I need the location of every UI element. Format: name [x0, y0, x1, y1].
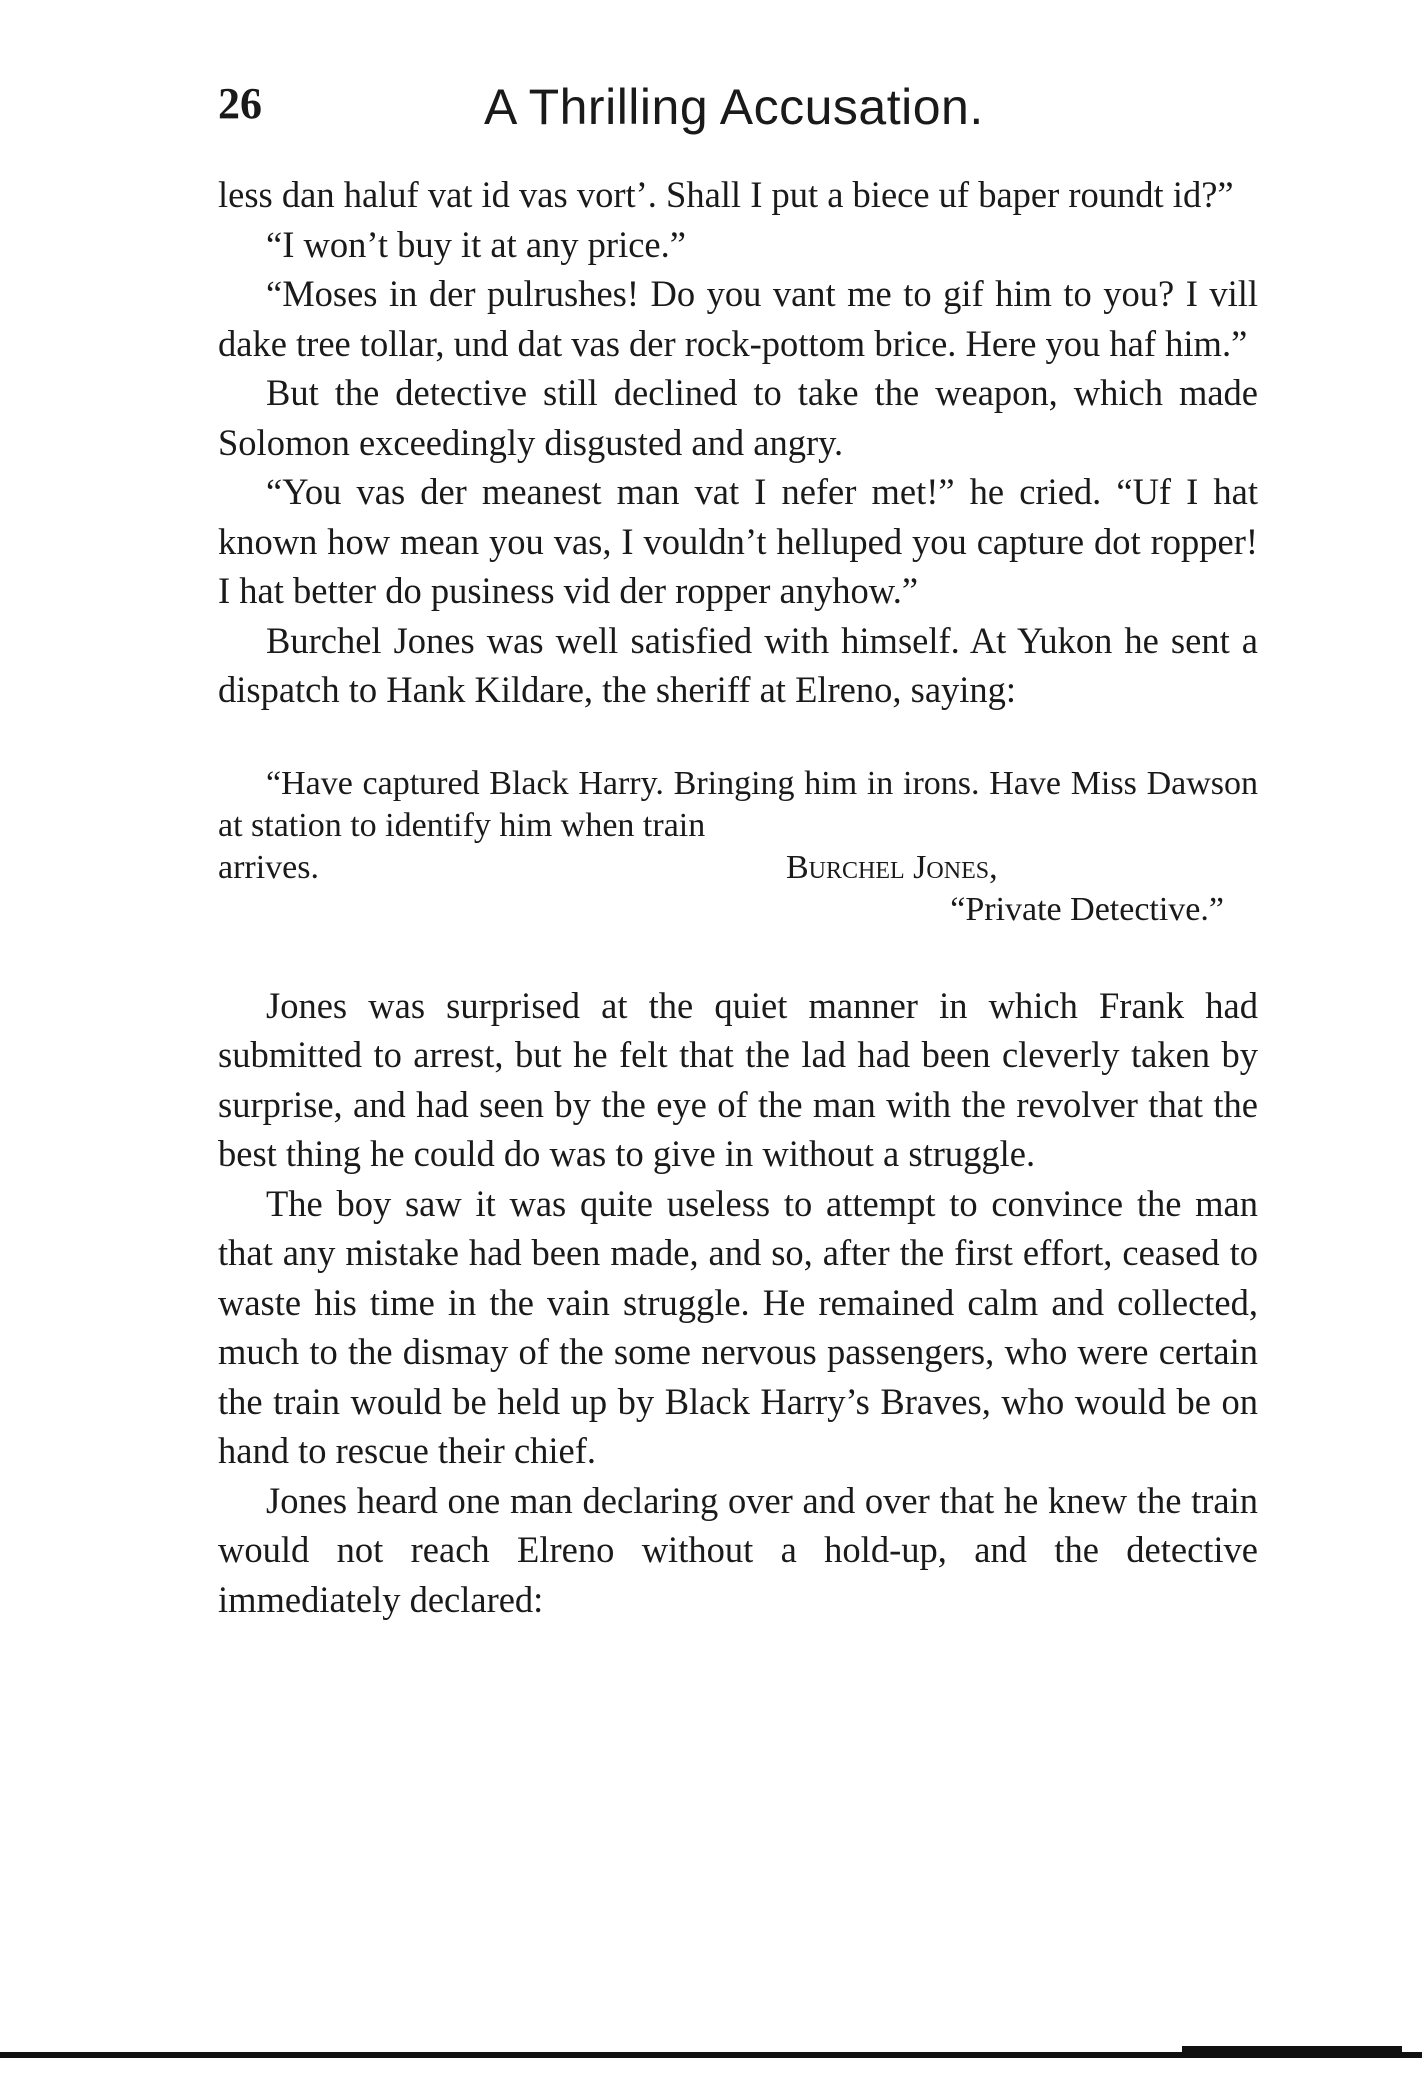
telegram-signature-name: Burchel Jones,: [786, 848, 998, 886]
telegram-last-word: arrives.: [218, 848, 320, 886]
paragraph-9: Jones heard one man declaring over and over that he knew the train would not reach Elreno without a hold-up, and the detective immediately declared:: [218, 1479, 1258, 1620]
paragraph-6: Burchel Jones was well satisfied with himself. At Yukon he sent a dispatch to Hank Kildare, the sheriff at Elreno, saying:: [218, 619, 1258, 710]
page-number: 26: [218, 79, 262, 128]
paragraph-4: But the detective still declined to take the weapon, which made Solomon exceedingly disgusted and angry.: [218, 372, 1258, 463]
page-header: [218, 78, 1258, 148]
paragraph-7: Jones was surprised at the quiet manner in which Frank had submitted to arrest, but he felt that the lad had been cleverly taken by surprise, and had seen by the eye of the man with the revolver that the best thing he could do was to give in without a struggle.: [218, 984, 1258, 1174]
paragraph-1: less dan haluf vat id vas vort’. Shall I put a biece uf baper roundt id?”: [218, 174, 1234, 215]
telegram-quote: [218, 763, 1258, 931]
bottom-rule-thick-end: [1182, 2046, 1402, 2058]
telegram-signature-row: [218, 847, 1258, 889]
telegram-body: “Have captured Black Harry. Bringing him in irons. Have Miss Dawson at station to identify him when train: [218, 764, 1258, 844]
paragraph-2: “I won’t buy it at any price.”: [266, 223, 686, 265]
telegram-signature-title: “Private Detective.”: [950, 890, 1224, 928]
paragraph-5: “You vas der meanest man vat I nefer met!” he cried. “Uf I hat known how mean you vas, I vouldn’t helluped you capture dot ropper! I hat better do pusiness vid der ropper anyhow.”: [218, 471, 1258, 611]
running-head: A Thrilling Accusation.: [484, 79, 984, 135]
body-text: [218, 170, 1258, 1624]
paragraph-8: The boy saw it was quite useless to attempt to convince the man that any mistake had been made, and so, after the first effort, ceased to waste his time in the vain struggle. He remained calm and collected, much to the dismay of the some nervous passengers, who were certain the train would be held up by Black Harry’s Braves, who would be on hand to rescue their chief.: [218, 1182, 1258, 1471]
paragraph-3: “Moses in der pulrushes! Do you vant me to gif him to you? I vill dake tree tollar, und dat vas der rock-pottom brice. Here you haf him.”: [218, 273, 1258, 364]
